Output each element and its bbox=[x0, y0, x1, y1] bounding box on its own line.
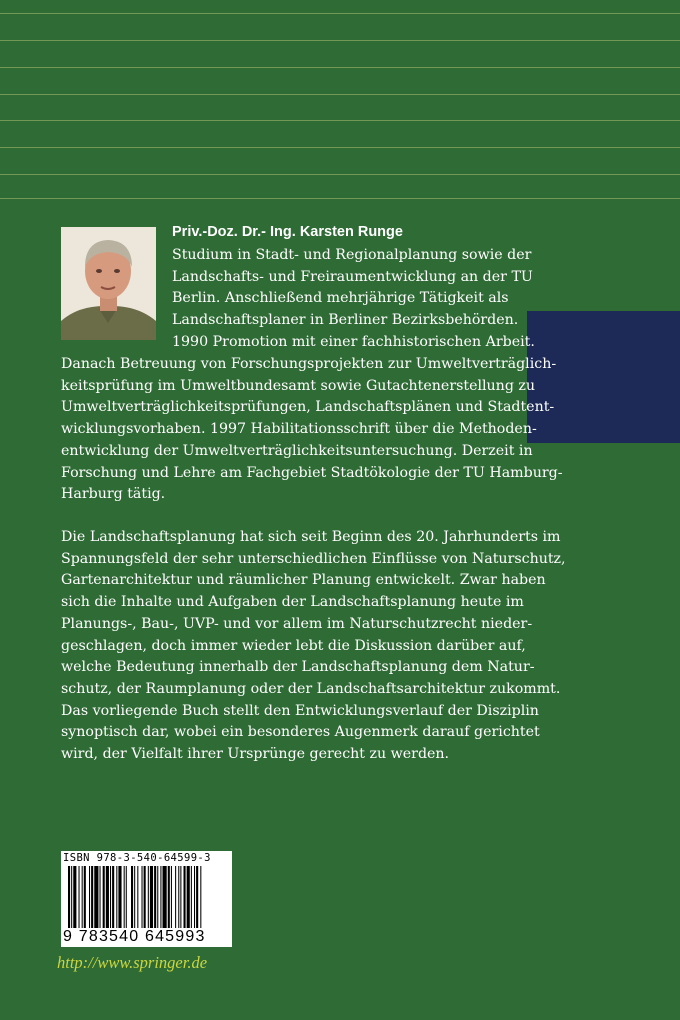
barcode-bar bbox=[106, 866, 109, 928]
book-description bbox=[61, 527, 566, 766]
barcode-bar bbox=[94, 866, 98, 928]
barcode-bar bbox=[68, 866, 70, 928]
top-rule-3 bbox=[0, 67, 680, 68]
bio-line: Forschung und Lehre am Fachgebiet Stadtökologie der TU Hamburg- bbox=[61, 464, 563, 481]
description-line: Die Landschaftsplanung hat sich seit Beginn des 20. Jahrhunderts im bbox=[61, 529, 561, 545]
bio-line: keitsprüfung im Umweltbundesamt sowie Gutachtenerstellung zu bbox=[61, 377, 536, 394]
barcode-bar bbox=[112, 866, 114, 928]
barcode-bar bbox=[134, 866, 135, 928]
barcode-bar bbox=[144, 866, 146, 928]
author-bio-beside-photo bbox=[172, 245, 535, 354]
barcode-bar bbox=[131, 866, 133, 928]
isbn-barcode bbox=[61, 851, 232, 947]
barcode-bar bbox=[82, 866, 83, 928]
description-line: Spannungsfeld der sehr unterschiedlichen Einflüsse von Naturschutz, bbox=[61, 550, 566, 567]
description-line: welche Bedeutung innerhalb der Landschaftsplanung dem Natur- bbox=[61, 659, 535, 676]
bio-line: Umweltverträglichkeitsprüfungen, Landschaftsplänen und Stadtent- bbox=[61, 399, 555, 416]
barcode-bar bbox=[103, 866, 105, 928]
barcode-bar bbox=[157, 866, 158, 928]
barcode-bar bbox=[89, 866, 90, 928]
barcode-bar bbox=[118, 866, 121, 928]
barcode-bar bbox=[171, 866, 172, 928]
description-line: sich die Inhalte und Aufgaben der Landschaftsplanung heute im bbox=[61, 594, 524, 611]
top-rule-2 bbox=[0, 40, 680, 41]
barcode-bar bbox=[200, 866, 201, 928]
barcode-bar bbox=[163, 866, 167, 928]
top-rule-6 bbox=[0, 147, 680, 148]
barcode-bar bbox=[194, 866, 195, 928]
barcode-bars bbox=[64, 866, 229, 928]
barcode-bar bbox=[110, 866, 111, 928]
bio-line: Berlin. Anschließend mehrjährige Tätigkeit als bbox=[172, 290, 509, 307]
barcode-bar bbox=[126, 866, 127, 928]
top-rule-1 bbox=[0, 13, 680, 14]
barcode-bar bbox=[168, 866, 170, 928]
author-photo bbox=[61, 227, 156, 340]
bio-line: Landschafts- und Freiraumentwicklung an der TU bbox=[172, 268, 533, 285]
author-bio-continued bbox=[61, 354, 563, 506]
barcode-bar bbox=[160, 866, 161, 928]
publisher-url[interactable]: http://www.springer.de bbox=[57, 953, 208, 972]
bio-line: wicklungsvorhaben. 1997 Habilitationsschrift über die Methoden- bbox=[61, 421, 537, 438]
description-line: Gartenarchitektur und räumlicher Planung entwickelt. Zwar haben bbox=[61, 572, 546, 589]
description-line: wird, der Vielfalt ihrer Ursprünge gerecht zu werden. bbox=[61, 746, 450, 763]
bio-line: Studium in Stadt- und Regionalplanung sowie der bbox=[172, 247, 532, 263]
barcode-bar bbox=[154, 866, 156, 928]
barcode-bar bbox=[184, 866, 186, 928]
barcode-bar bbox=[73, 866, 76, 928]
bio-line: 1990 Promotion mit einer fachhistorischen Arbeit. bbox=[172, 333, 535, 350]
barcode-bar bbox=[84, 866, 86, 928]
description-line: schutz, der Raumplanung oder der Landschaftsarchitektur zukommt. bbox=[61, 680, 561, 697]
barcode-bar bbox=[150, 866, 153, 928]
description-line: synoptisch dar, wobei ein besonderes Augenmerk darauf gerichtet bbox=[61, 724, 540, 741]
isbn-label: ISBN 978-3-540-64599-3 bbox=[63, 852, 211, 864]
barcode-bar bbox=[100, 866, 101, 928]
author-portrait-image bbox=[61, 227, 156, 340]
barcode-bar bbox=[91, 866, 93, 928]
bio-line: Danach Betreuung von Forschungsprojekten zur Umweltverträglich- bbox=[61, 356, 557, 372]
barcode-bar bbox=[124, 866, 125, 928]
barcode-bar bbox=[116, 866, 117, 928]
barcode-bar bbox=[137, 866, 138, 928]
author-name: Priv.-Doz. Dr.- Ing. Karsten Runge bbox=[172, 224, 403, 240]
barcode-bar bbox=[79, 866, 80, 928]
barcode-bar bbox=[196, 866, 198, 928]
description-line: geschlagen, doch immer wieder lebt die Diskussion darüber auf, bbox=[61, 637, 526, 654]
barcode-bar bbox=[175, 866, 176, 928]
barcode-bar bbox=[71, 866, 72, 928]
barcode-bar bbox=[191, 866, 192, 928]
bio-line: Harburg tätig. bbox=[61, 486, 166, 503]
barcode-number: 9 783540 645993 bbox=[63, 928, 206, 945]
top-rule-5 bbox=[0, 120, 680, 121]
barcode-bar bbox=[142, 866, 143, 928]
barcode-bar bbox=[187, 866, 190, 928]
description-line: Das vorliegende Buch stellt den Entwicklungsverlauf der Disziplin bbox=[61, 702, 539, 719]
bio-line: entwicklung der Umweltverträglichkeitsuntersuchung. Derzeit in bbox=[61, 442, 533, 459]
top-rule-8 bbox=[0, 198, 680, 199]
bio-line: Landschaftsplaner in Berliner Bezirksbehörden. bbox=[172, 312, 519, 329]
barcode-bar bbox=[148, 866, 149, 928]
description-line: Planungs-, Bau-, UVP- und vor allem im Naturschutzrecht nieder- bbox=[61, 615, 533, 632]
barcode-bar bbox=[180, 866, 181, 928]
barcode-bar bbox=[178, 866, 179, 928]
top-rule-4 bbox=[0, 94, 680, 95]
top-rule-7 bbox=[0, 174, 680, 175]
